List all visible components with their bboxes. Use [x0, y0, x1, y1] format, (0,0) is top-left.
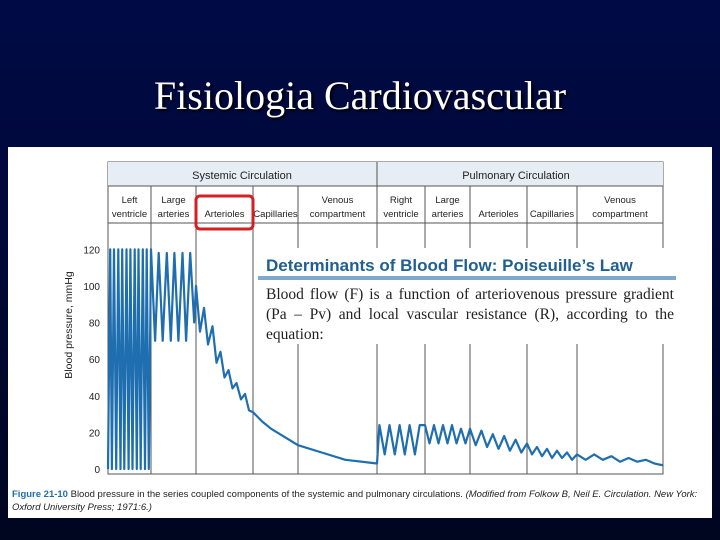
segment-label: compartment [309, 209, 366, 220]
pulmonary-header: Pulmonary Circulation [462, 170, 570, 182]
segment-label: arteries [431, 209, 464, 220]
segment-label: Right [389, 195, 413, 206]
segment-label: Left [121, 195, 138, 206]
caption-text: Blood pressure in the series coupled components of the systemic and pulmonary circulations. [67, 489, 463, 500]
y-tick-label: 60 [88, 355, 100, 367]
segment-label: Venous [604, 195, 636, 206]
segment-label: ventricle [111, 209, 148, 220]
callout-title: Determinants of Blood Flow: Poiseuille’s Law [266, 256, 633, 275]
poiseuille-callout [258, 248, 676, 344]
caption-source: (Modified from Folkow B, Neil E. Circulation. New York: Oxford University Press; 1971:6.) [12, 489, 698, 513]
segment-label: Arterioles [204, 209, 245, 220]
slide-title: Fisiologia Cardiovascular [153, 73, 567, 118]
y-tick-label: 100 [83, 281, 100, 293]
y-tick-label: 0 [94, 465, 100, 476]
segment-label: Capillaries [529, 209, 575, 220]
figure-caption [12, 488, 712, 514]
caption-label: Figure 21-10 [12, 489, 68, 500]
y-axis-label: Blood pressure, mmHg [63, 271, 75, 379]
segment-label: ventricle [383, 209, 419, 220]
y-tick-label: 20 [88, 428, 100, 440]
segment-label: Large [161, 195, 186, 206]
systemic-header: Systemic Circulation [192, 170, 292, 182]
segment-label: Arterioles [478, 209, 519, 220]
segment-label: Venous [321, 195, 354, 206]
y-tick-label: 40 [88, 391, 100, 403]
y-tick-label: 120 [83, 245, 100, 257]
segment-label: compartment [592, 209, 648, 220]
y-tick-label: 80 [88, 318, 100, 330]
callout-divider [258, 276, 676, 280]
segment-label: Large [435, 195, 460, 206]
segment-label: arteries [157, 209, 190, 220]
segment-label: Capillaries [253, 209, 298, 220]
callout-body: Blood flow (F) is a function of arteriovenous pressure gradient (Pa – Pv) and local vascular resistance (R), according to the equation: [266, 286, 674, 343]
